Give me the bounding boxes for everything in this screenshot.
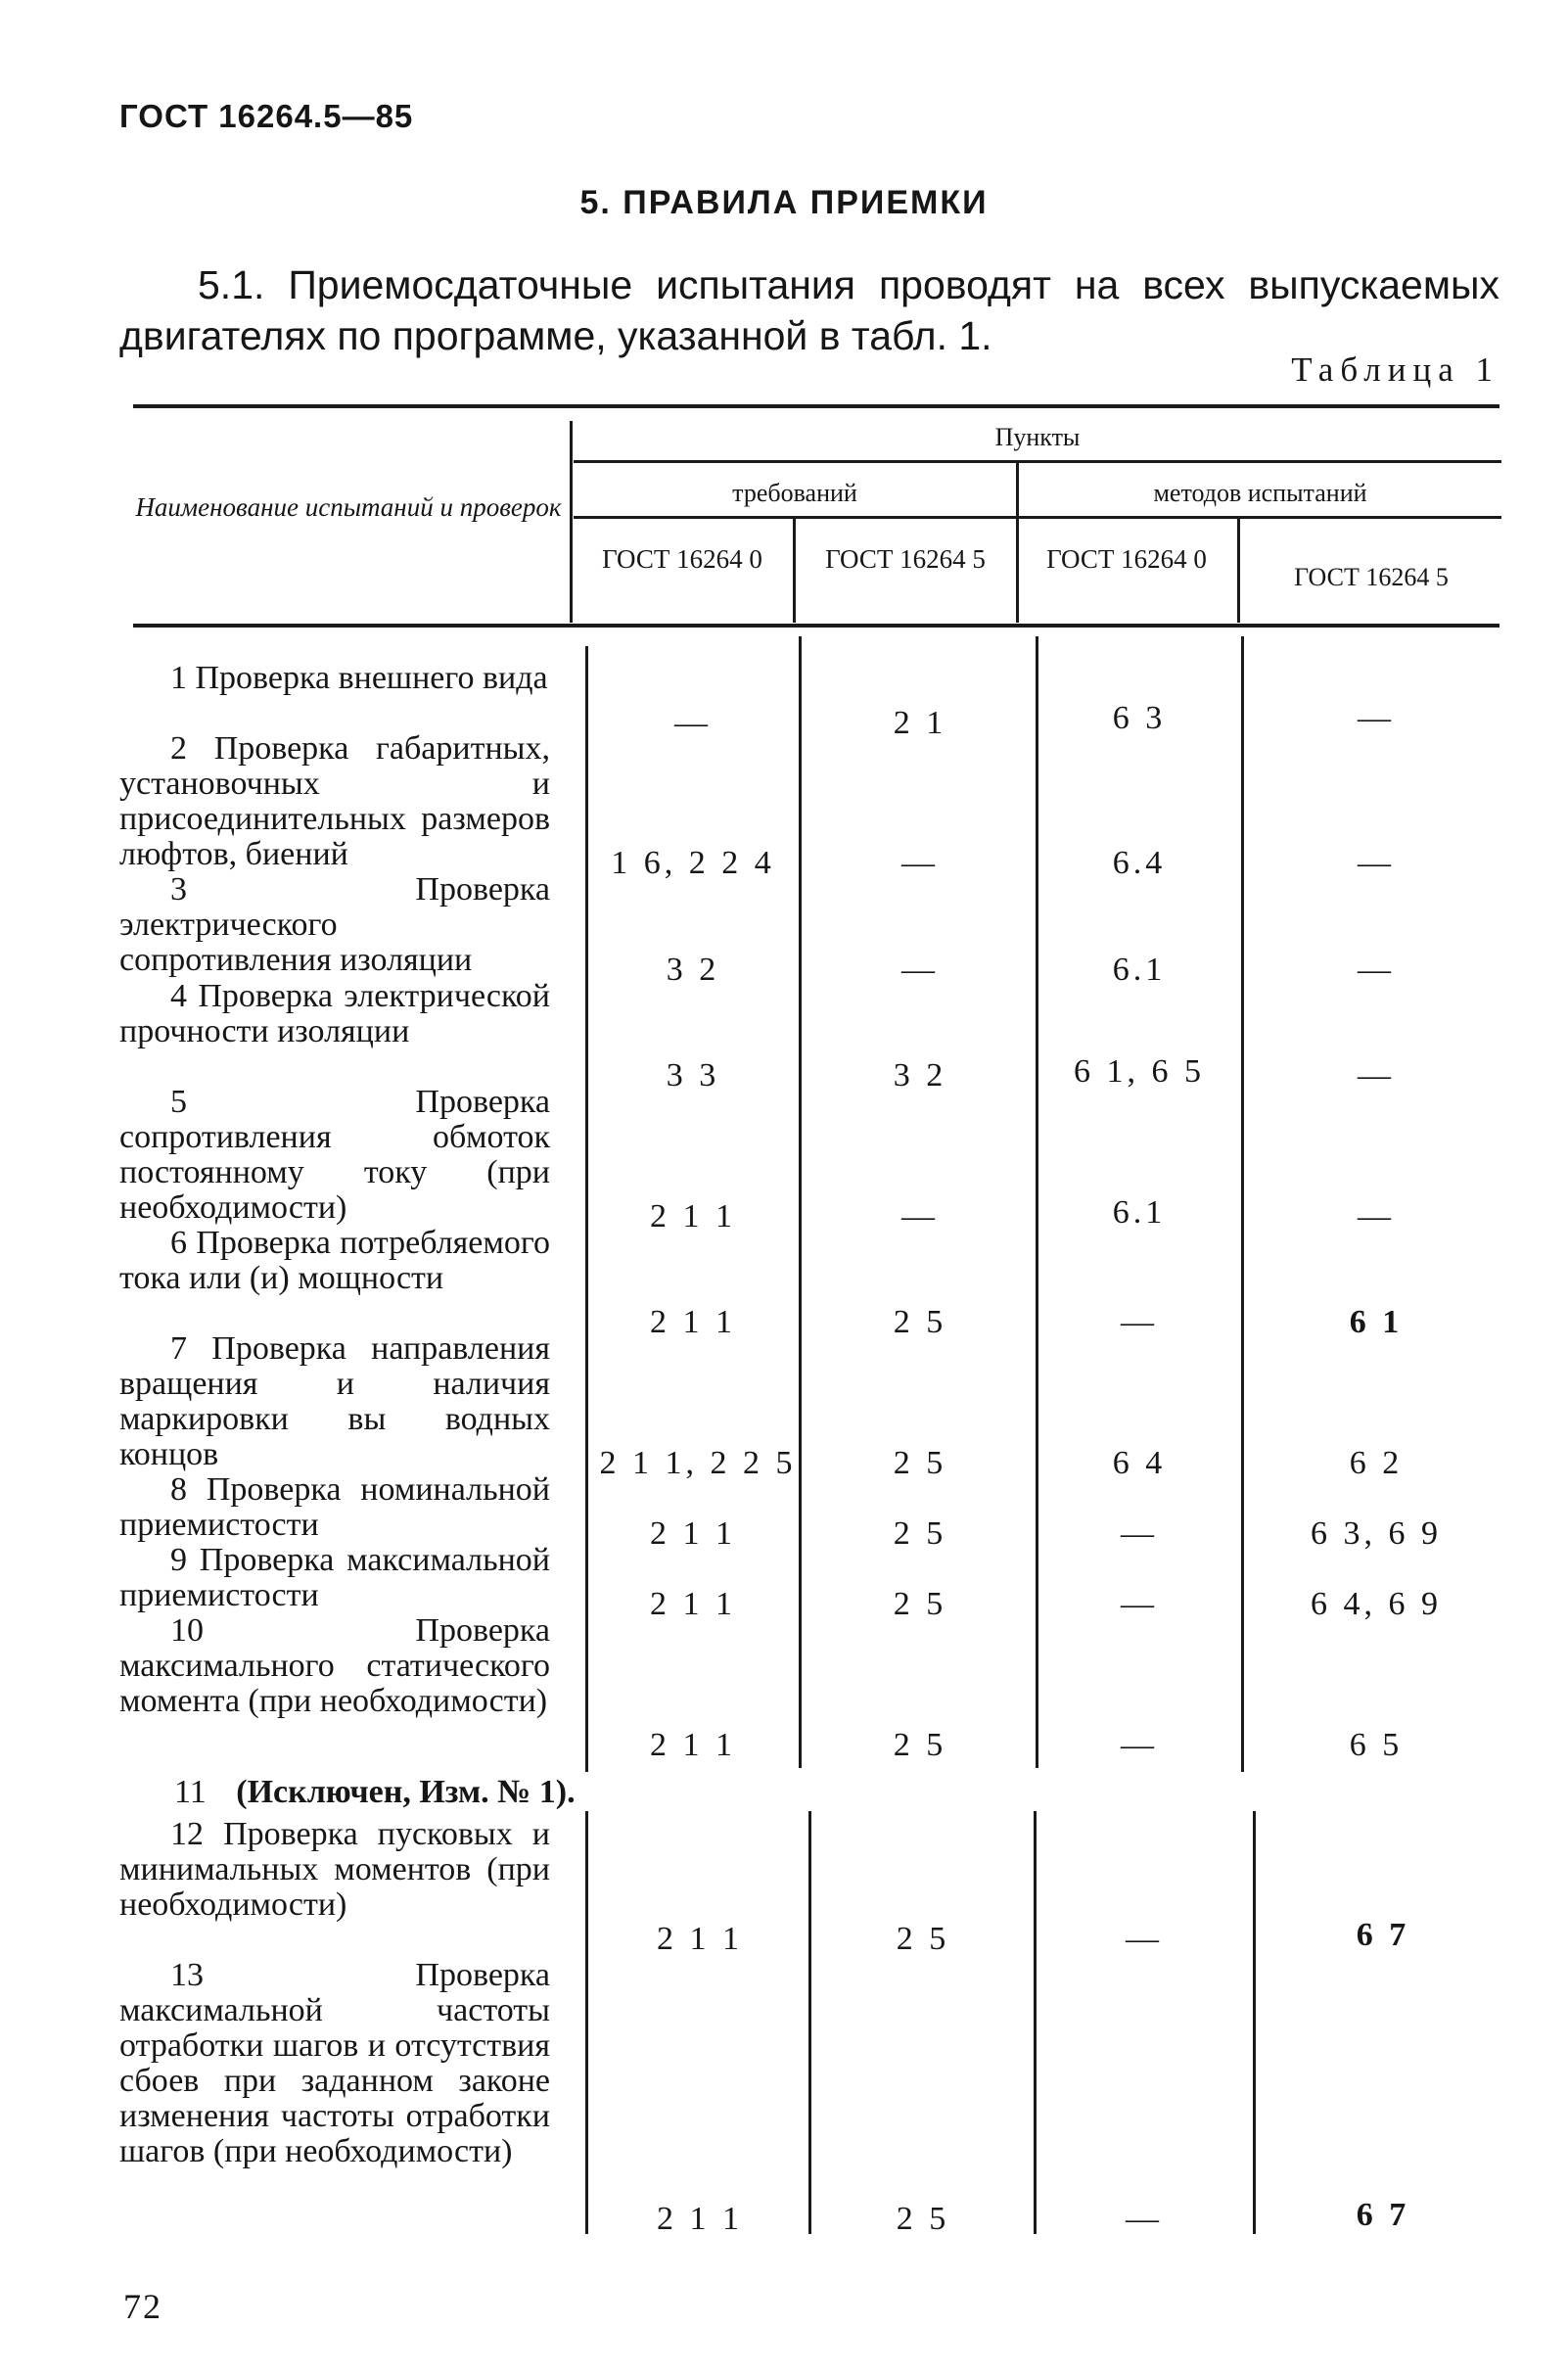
header-col4: ГОСТ 16264 5 <box>1294 563 1449 591</box>
row-8-name-text: 8 Проверка номинальной приемистости <box>119 1471 550 1543</box>
row-13-c1: 2 1 1 <box>657 2201 743 2237</box>
row-1-name-text: 1 Проверка внешнего вида <box>170 660 548 696</box>
document-code: ГОСТ 16264.5—85 <box>119 98 414 134</box>
row-13-c3: — <box>1126 2201 1163 2237</box>
body-vline-method <box>1241 636 1244 1772</box>
row-2-name <box>119 731 550 872</box>
row-8-name <box>119 1472 550 1543</box>
row-9-name <box>119 1543 550 1613</box>
row-13-name-text: 13 Проверка максимальной частоты отработки шагов и отсутствия сбоев при заданном законе изменения частоты отработки шагов (при необходимости) <box>119 1957 550 2169</box>
page-number: 72 <box>123 2287 162 2326</box>
body2-vline-req <box>808 1811 811 2234</box>
row-5-name-text: 5 Проверка сопротивления обмоток постоянному току (при необходимости) <box>119 1084 550 1226</box>
row-3-name-text: 3 Проверка электрического сопротивления изоляции <box>119 871 550 978</box>
row-7-c1: 2 1 1, 2 2 5 <box>599 1445 797 1481</box>
row-3-c2: — <box>901 952 939 988</box>
row-6-c4: 6 1 <box>1349 1304 1404 1340</box>
row-12-c4: 6 7 <box>1356 1917 1410 1953</box>
row-8-c3: — <box>1121 1515 1158 1552</box>
row-5-c4: — <box>1358 1198 1395 1234</box>
row-6-name <box>119 1226 550 1296</box>
header-vline-req <box>793 519 796 623</box>
row-5-c1: 2 1 1 <box>650 1198 736 1234</box>
row-1-c3: 6 3 <box>1112 700 1167 736</box>
row-13-name <box>119 1958 550 2169</box>
row-12-c3: — <box>1126 1921 1163 1957</box>
row-6-c1: 2 1 1 <box>650 1304 736 1340</box>
row-1-c2: 2 1 <box>893 705 947 741</box>
row-4-c2: 3 2 <box>893 1057 947 1094</box>
row-7-name-text: 7 Проверка направления вращения и наличия маркировки вы водных концов <box>119 1330 550 1472</box>
row-1-c4: — <box>1358 700 1395 736</box>
row-12-name-text: 12 Проверка пусковых и минимальных моментов (при необходимости) <box>119 1816 550 1923</box>
row-2-c4: — <box>1358 845 1395 881</box>
section-title: 5. ПРАВИЛА ПРИЕМКИ <box>579 184 989 221</box>
row-9-c3: — <box>1121 1586 1158 1622</box>
row-6-c3: — <box>1121 1304 1158 1340</box>
header-bottom-rule <box>133 624 1499 628</box>
header-vline-method <box>1237 519 1240 623</box>
row-5-c3: 6.1 <box>1112 1194 1167 1231</box>
header-points: Пункты <box>994 423 1081 451</box>
row-12-c1: 2 1 1 <box>657 1921 743 1957</box>
header-col2-text: ГОСТ 16264 5 <box>825 544 986 574</box>
header-subgroup-rule <box>574 516 1501 519</box>
header-col3 <box>1043 546 1210 572</box>
table-top-rule <box>133 404 1499 408</box>
body-vline-name <box>585 646 588 1772</box>
row-3-c4: — <box>1358 952 1395 988</box>
row-7-name <box>119 1331 550 1472</box>
row-10-c2: 2 5 <box>893 1727 947 1763</box>
row-4-c4: — <box>1358 1057 1395 1094</box>
row-12-name <box>119 1817 550 1923</box>
row-7-c4: 6 2 <box>1349 1445 1404 1481</box>
body-vline-req <box>799 636 802 1768</box>
header-col1 <box>599 546 765 572</box>
header-col1-text: ГОСТ 16264 0 <box>602 544 762 574</box>
row-6-c2: 2 5 <box>893 1304 947 1340</box>
header-col3-text: ГОСТ 16264 0 <box>1046 544 1207 574</box>
row-9-name-text: 9 Проверка максимальной приемистости <box>119 1542 550 1613</box>
row-9-c1: 2 1 1 <box>650 1586 736 1622</box>
row-7-c2: 2 5 <box>893 1445 947 1481</box>
header-requirements: требований <box>732 479 857 507</box>
row-6-name-text: 6 Проверка потребляемого тока или (и) мощности <box>119 1225 550 1296</box>
row-10-name-text: 10 Проверка максимального статического момента (при необходимости) <box>119 1612 550 1719</box>
header-col2 <box>822 546 989 572</box>
row-4-c3: 6 1, 6 5 <box>1074 1053 1205 1090</box>
row-7-c3: 6 4 <box>1112 1445 1167 1481</box>
row-8-c1: 2 1 1 <box>650 1515 736 1552</box>
row-3-name <box>119 872 550 978</box>
table-label: Таблица 1 <box>1291 350 1499 389</box>
row-13-c4: 6 7 <box>1356 2197 1410 2233</box>
row-10-name <box>119 1613 550 1719</box>
row-8-c4: 6 3, 6 9 <box>1311 1515 1442 1552</box>
row-8-c2: 2 5 <box>893 1515 947 1552</box>
header-name-text: Наименование испытаний и проверок <box>135 492 562 522</box>
row-2-c2: — <box>901 845 939 881</box>
body2-vline-name <box>585 1811 588 2234</box>
row-1-name <box>119 661 550 696</box>
body2-vline-group <box>1034 1811 1037 2234</box>
body2-vline-method <box>1253 1811 1256 2234</box>
row-13-c2: 2 5 <box>896 2201 950 2237</box>
row-10-c3: — <box>1121 1727 1158 1763</box>
row-3-c1: 3 2 <box>666 952 720 988</box>
body-vline-group <box>1036 636 1038 1768</box>
row-2-c3: 6.4 <box>1112 845 1167 881</box>
row-9-c2: 2 5 <box>893 1586 947 1622</box>
intro-paragraph: 5.1. Приемосдаточные испытания проводят на всех выпускаемых двигателях по программе, указанной в табл. 1. <box>119 262 1499 358</box>
row-4-name-text: 4 Проверка электрической прочности изоляции <box>119 978 550 1049</box>
header-points-rule <box>574 460 1501 463</box>
header-name-column <box>133 494 564 520</box>
row-11-number: 11 <box>174 1774 207 1810</box>
row-5-c2: — <box>901 1198 939 1234</box>
row-3-c3: 6.1 <box>1112 952 1167 988</box>
row-1-c1: — <box>674 705 712 741</box>
header-vline-name <box>570 421 573 623</box>
row-9-c4: 6 4, 6 9 <box>1311 1586 1442 1622</box>
row-11-excluded <box>174 1774 576 1811</box>
row-2-c1: 1 6, 2 2 4 <box>611 845 775 881</box>
row-11-text: (Исключен, Изм. № 1). <box>236 1774 576 1810</box>
row-4-name <box>119 979 550 1049</box>
row-10-c4: 6 5 <box>1349 1727 1404 1763</box>
header-test-methods: методов испытаний <box>1153 479 1367 507</box>
row-2-name-text: 2 Проверка габаритных, установочных и присоединительных размеров люфтов, биений <box>119 730 550 872</box>
row-5-name <box>119 1085 550 1226</box>
row-12-c2: 2 5 <box>896 1921 950 1957</box>
row-10-c1: 2 1 1 <box>650 1727 736 1763</box>
row-4-c1: 3 3 <box>666 1057 720 1094</box>
